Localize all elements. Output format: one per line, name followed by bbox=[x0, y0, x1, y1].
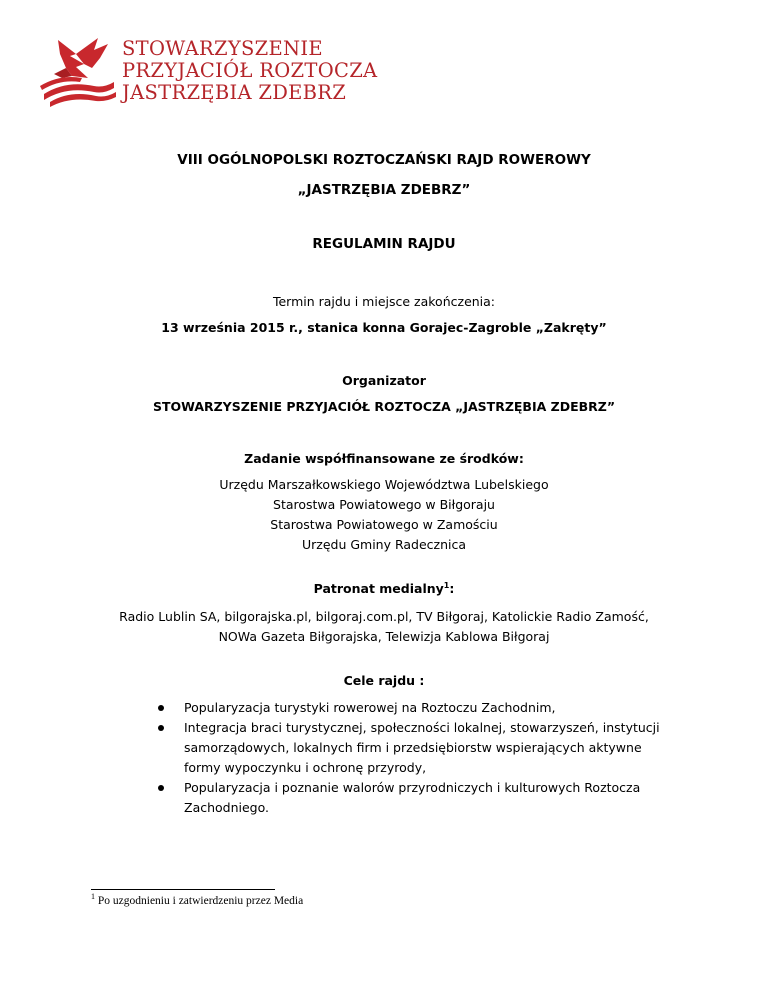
logo-line: PRZYJACIÓŁ ROZTOCZA bbox=[122, 59, 378, 82]
organization-logo bbox=[36, 34, 376, 110]
funding-item: Starostwa Powiatowego w Biłgoraju bbox=[273, 497, 495, 512]
hawk-emblem-icon bbox=[36, 34, 120, 110]
logo-wordmark bbox=[122, 38, 377, 104]
document-title: VIII OGÓLNOPOLSKI ROZTOCZAŃSKI RAJD ROWEROWY bbox=[177, 152, 591, 168]
organizer-value: STOWARZYSZENIE PRZYJACIÓŁ ROZTOCZA „JASTRZĘBIA ZDEBRZ” bbox=[152, 399, 616, 414]
regulations-heading: REGULAMIN RAJDU bbox=[312, 236, 456, 252]
patronage-label bbox=[0, 581, 768, 596]
footnote-text: Po uzgodnieniu i zatwierdzeniu przez Media bbox=[97, 895, 304, 907]
footnote bbox=[91, 892, 304, 907]
funding-item: Starostwa Powiatowego w Zamościu bbox=[270, 517, 498, 532]
date-value: 13 września 2015 r., stanica konna Gorajec-Zagroble „Zakręty” bbox=[161, 320, 607, 335]
patronage-colon: : bbox=[449, 581, 455, 596]
patronage-media-line: Radio Lublin SA, bilgorajska.pl, bilgoraj.com.pl, TV Biłgoraj, Katolickie Radio Zamość, bbox=[119, 609, 649, 624]
footnote-divider bbox=[91, 889, 275, 890]
list-item: Integracja braci turystycznej, społeczności lokalnej, stowarzyszeń, instytucji samorządowych, lokalnych firm i przedsiębiorstw wspierających aktywne formy wypoczynku i ochronę przyrody, bbox=[148, 718, 668, 778]
funding-label: Zadanie współfinansowane ze środków: bbox=[244, 451, 524, 466]
logo-line: STOWARZYSZENIE bbox=[122, 37, 323, 60]
list-item: Popularyzacja turystyki rowerowej na Roztoczu Zachodnim, bbox=[148, 698, 668, 718]
organizer-label: Organizator bbox=[342, 373, 426, 388]
logo-line: JASTRZĘBIA ZDEBRZ bbox=[122, 81, 347, 104]
event-name: „JASTRZĘBIA ZDEBRZ” bbox=[297, 182, 471, 198]
footnote-reference[interactable]: 1 bbox=[443, 580, 450, 590]
patronage-media-line: NOWa Gazeta Biłgorajska, Telewizja Kablowa Biłgoraj bbox=[218, 629, 550, 644]
funding-item: Urzędu Marszałkowskiego Województwa Lubelskiego bbox=[219, 477, 549, 492]
goals-list bbox=[148, 698, 668, 818]
footnote-mark: 1 bbox=[91, 892, 95, 902]
list-item: Popularyzacja i poznanie walorów przyrodniczych i kulturowych Roztocza Zachodniego. bbox=[148, 778, 668, 818]
goals-label: Cele rajdu : bbox=[343, 673, 425, 688]
patronage-label-text: Patronat medialny bbox=[313, 581, 444, 596]
funding-item: Urzędu Gminy Radecznica bbox=[301, 537, 467, 552]
date-label: Termin rajdu i miejsce zakończenia: bbox=[272, 294, 496, 309]
